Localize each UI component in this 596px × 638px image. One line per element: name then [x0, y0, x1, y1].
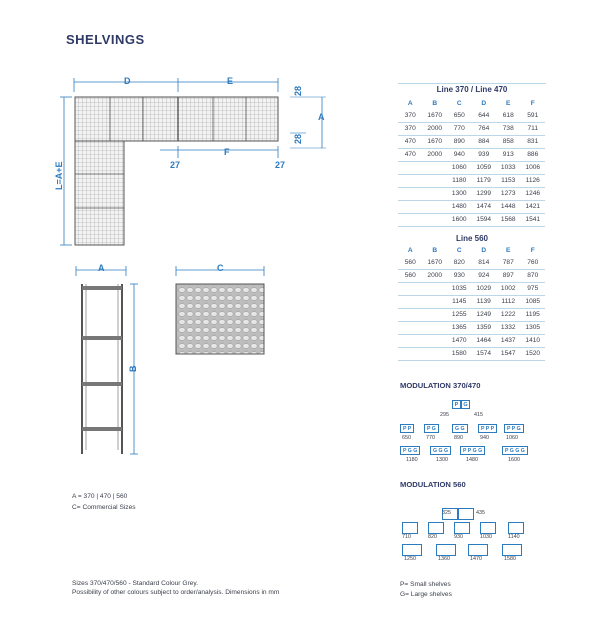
modulation-560-diagram — [398, 508, 548, 568]
table-cell — [398, 161, 423, 174]
note-c-values: C= Commercial Sizes — [72, 504, 136, 511]
module-box: P P G — [504, 424, 524, 433]
legend-large-shelves: G= Large shelves — [400, 591, 452, 598]
table2-title: Line 560 — [455, 234, 488, 243]
module-value: 1180 — [406, 457, 418, 463]
table-cell: 1541 — [521, 213, 546, 226]
module-value: 325 — [442, 510, 451, 516]
module-box: P G G — [400, 446, 420, 455]
table-cell: 2000 — [423, 122, 448, 135]
module-value: 1140 — [508, 534, 520, 540]
table-cell: 1474 — [472, 200, 497, 213]
table-cell: 1600 — [447, 213, 472, 226]
table-cell: 1437 — [496, 334, 521, 347]
table-cell — [423, 174, 448, 187]
column-header: C — [456, 100, 462, 107]
table-cell: 1574 — [472, 347, 497, 360]
table1-title: Line 370 / Line 470 — [436, 85, 508, 94]
table-cell — [398, 282, 423, 295]
table-cell: 884 — [472, 135, 497, 148]
dim-label-a-right: A — [318, 112, 325, 122]
table-cell: 770 — [447, 122, 472, 135]
module-box: P — [452, 400, 461, 409]
module-value: 820 — [428, 534, 437, 540]
module-value: 770 — [426, 435, 435, 441]
table-cell: 370 — [398, 109, 423, 122]
table-cell: 470 — [398, 135, 423, 148]
table-cell — [398, 187, 423, 200]
table-cell: 1029 — [472, 282, 497, 295]
table-cell — [423, 295, 448, 308]
table-cell: 1547 — [496, 347, 521, 360]
column-header: B — [432, 247, 438, 254]
table-cell — [423, 334, 448, 347]
table-cell: 2000 — [423, 148, 448, 161]
table-cell: 787 — [496, 256, 521, 269]
module-value: 710 — [402, 534, 411, 540]
table-cell: 1085 — [521, 295, 546, 308]
dim-label-27-right: 27 — [275, 160, 286, 170]
shelf-side-column — [75, 141, 124, 245]
table-cell: 886 — [521, 148, 546, 161]
table-cell: 1300 — [447, 187, 472, 200]
table-cell: 1273 — [496, 187, 521, 200]
table-cell: 1365 — [447, 321, 472, 334]
table-cell: 1195 — [521, 308, 546, 321]
module-box — [468, 544, 488, 556]
table-cell: 1520 — [521, 347, 546, 360]
dim-label-27-left: 27 — [170, 160, 181, 170]
dim-label-d: D — [124, 76, 131, 86]
module-box: P P P — [478, 424, 497, 433]
dim-label-c: C — [217, 263, 224, 273]
module-value: 1250 — [404, 556, 416, 562]
table-cell — [423, 308, 448, 321]
module-value: 1300 — [436, 457, 448, 463]
dim-label-l: L=A+E — [54, 161, 64, 190]
table-cell: 1670 — [423, 256, 448, 269]
table-row — [398, 213, 545, 226]
module-value: 1600 — [508, 457, 520, 463]
table-line-560 — [398, 245, 545, 361]
module-box: G G — [452, 424, 468, 433]
table-row — [398, 334, 545, 347]
table-cell: 1568 — [496, 213, 521, 226]
table-cell: 924 — [472, 269, 497, 282]
table-line-370-470 — [398, 98, 545, 227]
table-cell: 1359 — [472, 321, 497, 334]
table-cell: 1299 — [472, 187, 497, 200]
module-box — [480, 522, 496, 534]
table-row — [398, 122, 545, 135]
table-cell: 1480 — [447, 200, 472, 213]
table-cell: 814 — [472, 256, 497, 269]
note-a-values: A = 370 | 470 | 560 — [72, 493, 128, 500]
module-box — [502, 544, 522, 556]
table-cell: 1002 — [496, 282, 521, 295]
table-cell: 913 — [496, 148, 521, 161]
module-box — [402, 522, 418, 534]
table-row — [398, 295, 545, 308]
table-cell: 2000 — [423, 269, 448, 282]
module-value: 1470 — [470, 556, 482, 562]
module-value: 1060 — [506, 435, 518, 441]
modulation-370-470-title: MODULATION 370/470 — [400, 381, 481, 390]
column-header: D — [481, 100, 487, 107]
module-box: P G — [424, 424, 439, 433]
table-cell: 1464 — [472, 334, 497, 347]
table-row — [398, 200, 545, 213]
table-cell: 760 — [521, 256, 546, 269]
table-cell: 1470 — [447, 334, 472, 347]
table-cell: 1305 — [521, 321, 546, 334]
dim-label-e: E — [227, 76, 234, 86]
rack-side-drawing — [70, 262, 150, 462]
table-cell: 1448 — [496, 200, 521, 213]
dim-label-28-top: 28 — [293, 85, 303, 96]
table-row — [398, 161, 545, 174]
table-row — [398, 148, 545, 161]
table-row — [398, 282, 545, 295]
dim-label-b: B — [128, 365, 138, 372]
shelf-top-row — [75, 97, 278, 141]
table-cell: 897 — [496, 269, 521, 282]
module-value: 435 — [476, 510, 485, 516]
table-cell: 1059 — [472, 161, 497, 174]
table-row — [398, 308, 545, 321]
module-value: 890 — [454, 435, 463, 441]
module-box: P P G G — [460, 446, 485, 455]
module-value: 1580 — [504, 556, 516, 562]
table-cell: 940 — [447, 148, 472, 161]
table-cell: 1126 — [521, 174, 546, 187]
table-cell: 1670 — [423, 135, 448, 148]
table-row — [398, 347, 545, 360]
module-value: 930 — [454, 534, 463, 540]
module-box: G — [461, 400, 470, 409]
table-cell: 764 — [472, 122, 497, 135]
table-cell: 560 — [398, 256, 423, 269]
table-cell — [423, 321, 448, 334]
table-cell — [398, 295, 423, 308]
table-cell: 618 — [496, 109, 521, 122]
table-row — [398, 256, 545, 269]
module-box: P P — [400, 424, 414, 433]
module-value: 650 — [402, 435, 411, 441]
table-cell — [398, 321, 423, 334]
table-cell — [423, 282, 448, 295]
table-cell: 470 — [398, 148, 423, 161]
footer-line-2: Possibility of other colours subject to order/analysis. Dimensions in mm — [72, 589, 280, 596]
column-header: C — [456, 247, 462, 254]
table-cell: 1410 — [521, 334, 546, 347]
table-row — [398, 269, 545, 282]
table-row — [398, 174, 545, 187]
module-box: P G G G — [502, 446, 528, 455]
table-row — [398, 109, 545, 122]
table-cell: 711 — [521, 122, 546, 135]
table-cell — [423, 187, 448, 200]
column-header: A — [407, 100, 413, 107]
modulation-370-470-diagram — [398, 398, 548, 468]
table-cell: 650 — [447, 109, 472, 122]
table-cell — [398, 200, 423, 213]
shelf-plan-drawing — [170, 262, 270, 362]
module-box — [458, 508, 474, 520]
table-cell: 1006 — [521, 161, 546, 174]
dim-label-f: F — [224, 147, 230, 157]
table-cell: 1249 — [472, 308, 497, 321]
column-header: E — [506, 247, 511, 254]
module-box — [436, 544, 456, 556]
table-cell — [423, 213, 448, 226]
table-cell: 1222 — [496, 308, 521, 321]
footer-line-1: Sizes 370/470/560 - Standard Colour Grey. — [72, 580, 198, 587]
module-value: 415 — [474, 412, 483, 418]
table-cell: 1332 — [496, 321, 521, 334]
table-cell — [398, 308, 423, 321]
column-header: A — [407, 247, 413, 254]
table-cell: 975 — [521, 282, 546, 295]
table-cell: 1594 — [472, 213, 497, 226]
table-cell: 858 — [496, 135, 521, 148]
table-cell: 930 — [447, 269, 472, 282]
table-row — [398, 135, 545, 148]
modulation-560-title: MODULATION 560 — [400, 480, 466, 489]
table-cell — [423, 200, 448, 213]
table-cell: 1421 — [521, 200, 546, 213]
table-cell: 1145 — [447, 295, 472, 308]
table-cell: 1670 — [423, 109, 448, 122]
table-cell — [398, 347, 423, 360]
module-box — [402, 544, 422, 556]
legend-small-shelves: P= Small shelves — [400, 581, 451, 588]
table-cell: 370 — [398, 122, 423, 135]
table-cell: 820 — [447, 256, 472, 269]
module-value: 295 — [440, 412, 449, 418]
table-cell: 738 — [496, 122, 521, 135]
table-cell: 1153 — [496, 174, 521, 187]
table-cell: 1179 — [472, 174, 497, 187]
module-box: G G G — [430, 446, 451, 455]
module-value: 1480 — [466, 457, 478, 463]
column-header: E — [506, 100, 511, 107]
table-cell: 1255 — [447, 308, 472, 321]
table-row — [398, 321, 545, 334]
table-cell — [398, 334, 423, 347]
module-value: 1030 — [480, 534, 492, 540]
table-cell: 1033 — [496, 161, 521, 174]
table-cell — [423, 347, 448, 360]
column-header: B — [432, 100, 438, 107]
table-cell: 1180 — [447, 174, 472, 187]
table-cell: 870 — [521, 269, 546, 282]
module-value: 1360 — [438, 556, 450, 562]
column-header: D — [481, 247, 487, 254]
table-cell: 1246 — [521, 187, 546, 200]
table-cell — [398, 174, 423, 187]
table-cell: 1112 — [496, 295, 521, 308]
table-cell: 890 — [447, 135, 472, 148]
table-cell: 831 — [521, 135, 546, 148]
table-cell: 644 — [472, 109, 497, 122]
dim-label-a-rack: A — [98, 263, 105, 273]
table-cell — [423, 161, 448, 174]
table-cell — [398, 213, 423, 226]
table-cell: 939 — [472, 148, 497, 161]
table-cell: 591 — [521, 109, 546, 122]
table-row — [398, 187, 545, 200]
module-box — [508, 522, 524, 534]
dim-label-28-bottom: 28 — [293, 133, 303, 144]
module-box — [454, 522, 470, 534]
column-header: F — [530, 100, 535, 107]
table-cell: 1060 — [447, 161, 472, 174]
page-title: SHELVINGS — [66, 32, 145, 47]
table-cell: 1139 — [472, 295, 497, 308]
module-box — [428, 522, 444, 534]
table-cell: 1035 — [447, 282, 472, 295]
table-cell: 1580 — [447, 347, 472, 360]
table-cell: 560 — [398, 269, 423, 282]
top-view-drawing — [50, 70, 335, 250]
column-header: F — [530, 247, 535, 254]
module-value: 940 — [480, 435, 489, 441]
